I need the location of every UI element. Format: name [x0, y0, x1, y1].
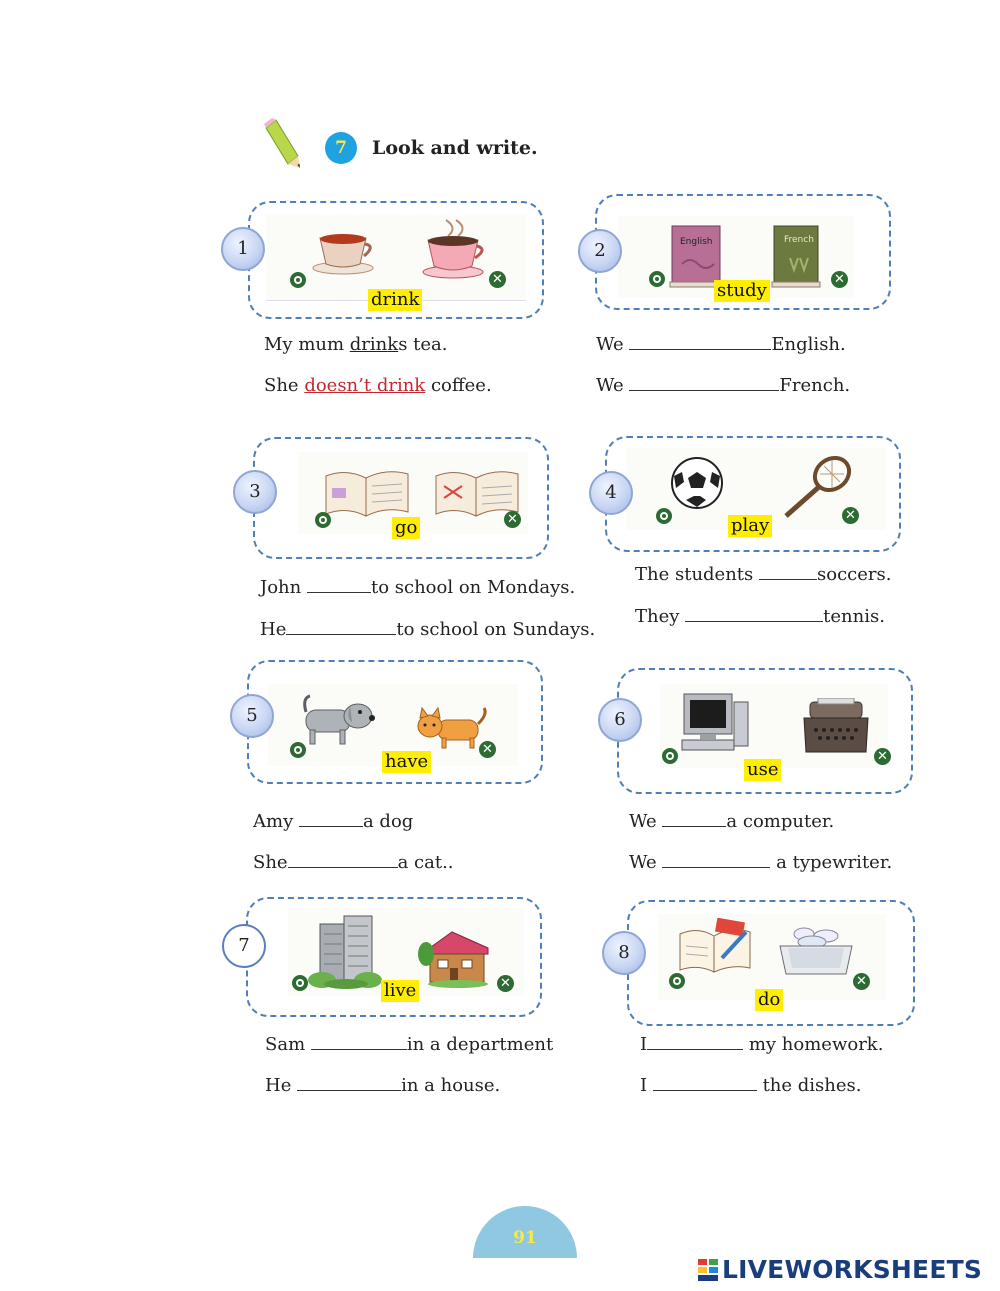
card-5-verb: have	[382, 751, 431, 773]
answer-blank[interactable]	[662, 852, 770, 868]
card-2-number: 2	[578, 229, 622, 273]
card-8-cross-icon: ✕	[853, 973, 870, 990]
answer-blank[interactable]	[297, 1075, 401, 1091]
answer-blank[interactable]	[653, 1075, 757, 1091]
homework-book-icon	[676, 918, 754, 976]
card-2-sentence-1: We English.	[596, 334, 846, 355]
answer-blank[interactable]	[307, 577, 371, 593]
answer-text: doesn’t drink	[304, 375, 426, 396]
card-1-sentence-2: She doesn’t drink coffee.	[264, 375, 492, 396]
page-number-tab	[473, 1206, 577, 1258]
card-6-sentence-2: We a typewriter.	[629, 852, 893, 873]
answer-blank[interactable]	[286, 619, 396, 635]
english-book-icon	[668, 222, 726, 288]
card-4-verb: play	[728, 515, 772, 537]
card-4-check-icon	[656, 508, 672, 524]
exercise-title: Look and write.	[372, 137, 538, 159]
svg-text:English: English	[680, 237, 713, 247]
card-5-cross-icon: ✕	[479, 741, 496, 758]
card-5-sentence-2: She a cat..	[253, 852, 454, 873]
exercise-number: 7	[335, 138, 347, 158]
coffee-cup-icon	[418, 218, 488, 280]
answer-blank[interactable]	[685, 606, 823, 622]
logo-mark-icon	[698, 1259, 718, 1281]
logo-text: LIVEWORKSHEETS	[722, 1255, 983, 1284]
card-6-sentence-1: We a computer.	[629, 811, 835, 832]
card-7-cross-icon: ✕	[497, 975, 514, 992]
card-3-number: 3	[233, 470, 277, 514]
svg-text:French: French	[784, 235, 814, 245]
answer-blank[interactable]	[759, 564, 817, 580]
card-2-verb: study	[714, 280, 770, 302]
card-6-check-icon	[662, 748, 678, 764]
card-8-check-icon	[669, 973, 685, 989]
soccer-ball-icon	[670, 456, 724, 510]
card-8-sentence-1: I my homework.	[640, 1034, 884, 1055]
card-7-number: 7	[222, 924, 266, 968]
french-book-icon	[770, 224, 822, 288]
card-4-sentence-2: They tennis.	[635, 606, 885, 627]
computer-icon	[680, 690, 752, 756]
answer-blank[interactable]	[629, 375, 779, 391]
apartment-building-icon	[306, 914, 384, 990]
card-3-sentence-2: He to school on Sundays.	[260, 619, 596, 640]
card-5-check-icon	[290, 742, 306, 758]
card-1-check-icon	[290, 272, 306, 288]
card-1-number: 1	[221, 227, 265, 271]
card-7-verb: live	[381, 980, 419, 1002]
card-8-number: 8	[602, 931, 646, 975]
card-6-number: 6	[598, 698, 642, 742]
card-5-number: 5	[230, 694, 274, 738]
card-2-sentence-2: We French.	[596, 375, 851, 396]
house-icon	[418, 926, 494, 988]
card-3-sentence-1: John to school on Mondays.	[260, 577, 576, 598]
card-8-verb: do	[755, 989, 783, 1011]
card-7-check-icon	[292, 975, 308, 991]
answer-blank[interactable]	[662, 811, 726, 827]
typewriter-icon	[800, 698, 872, 756]
card-7-sentence-1: Sam in a department	[265, 1034, 554, 1055]
card-1-verb: drink	[368, 289, 422, 311]
pencil-icon	[262, 118, 304, 170]
card-4-sentence-1: The students soccers.	[635, 564, 892, 585]
card-4-number: 4	[589, 471, 633, 515]
answer-blank[interactable]	[288, 852, 398, 868]
card-2-check-icon	[649, 271, 665, 287]
card-5-sentence-1: Amy a dog	[253, 811, 414, 832]
card-3-verb: go	[392, 517, 420, 539]
exercise-number-badge	[325, 132, 357, 164]
answer-blank[interactable]	[647, 1034, 743, 1050]
tea-cup-icon	[308, 226, 378, 276]
card-3-check-icon	[315, 512, 331, 528]
card-6-verb: use	[744, 759, 781, 781]
card-3-cross-icon: ✕	[504, 511, 521, 528]
open-book-icon	[322, 466, 412, 522]
dishes-sink-icon	[776, 922, 856, 980]
answer-blank[interactable]	[629, 334, 771, 350]
answer-blank[interactable]	[299, 811, 363, 827]
card-8-sentence-2: I the dishes.	[640, 1075, 862, 1096]
answer-blank[interactable]	[311, 1034, 407, 1050]
card-4-cross-icon: ✕	[842, 507, 859, 524]
card-1-sentence-1: My mum drinks tea.	[264, 334, 448, 355]
card-1-cross-icon: ✕	[489, 271, 506, 288]
card-2-cross-icon: ✕	[831, 271, 848, 288]
page-number: 91	[513, 1228, 537, 1248]
cat-icon	[414, 706, 490, 752]
card-7-sentence-2: He in a house.	[265, 1075, 501, 1096]
card-6-cross-icon: ✕	[874, 748, 891, 765]
dog-icon	[300, 692, 380, 748]
